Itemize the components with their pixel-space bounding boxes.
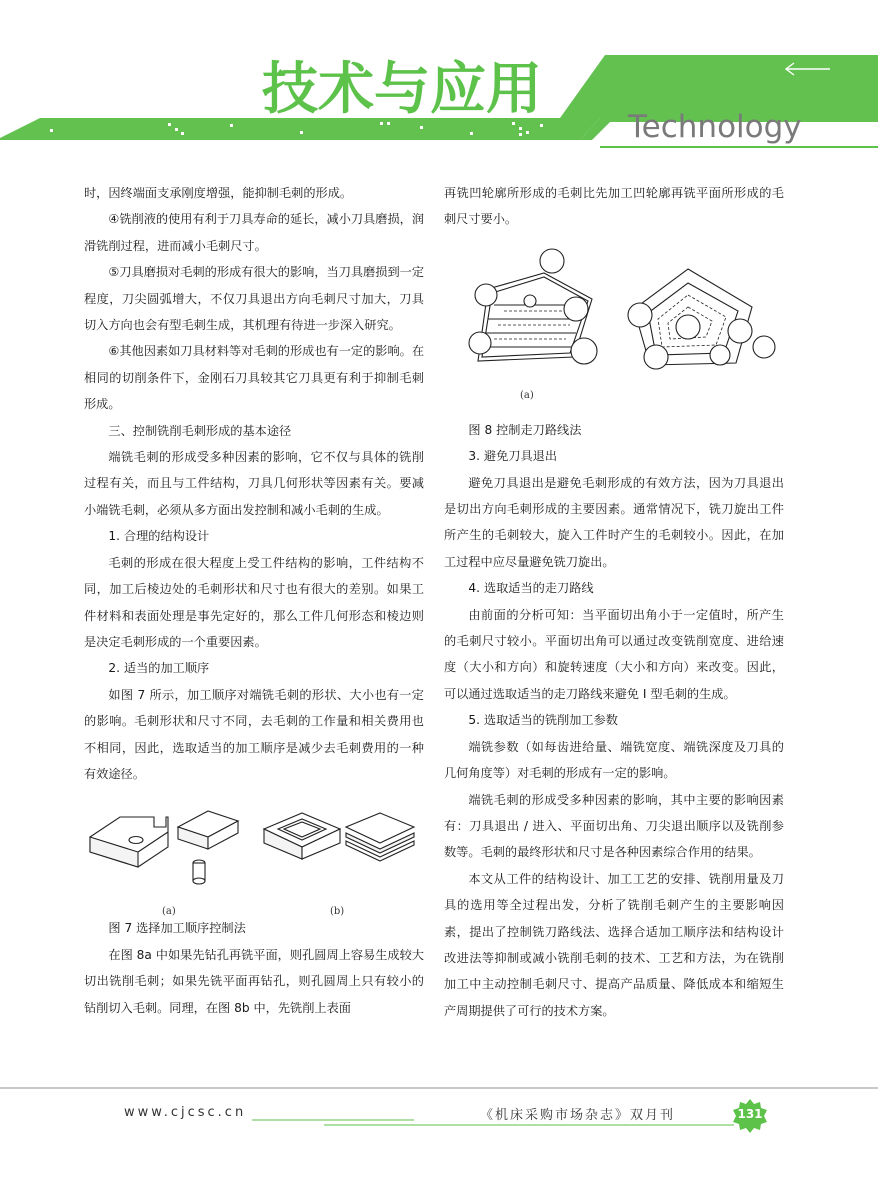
paragraph: 端铣毛刺的形成受多种因素的影响，其中主要的影响因素有：刀具退出 / 进入、平面切出角、刀尖退出顺序以及铣削参数等。毛刺的最终形状和尺寸是各种因素综合作用的结果。 [444, 792, 784, 860]
subsection-heading: 3. 避免刀具退出 [468, 449, 558, 464]
paragraph: 避免刀具退出是避免毛刺形成的有效方法，因为刀具退出是切出方向毛刺形成的主要因素。通常情况下，铣刀旋出工件所产生的毛刺较大，旋入工件时产生的毛刺较小。因此，在加工过程中应尽量避免铣刀旋出。 [444, 475, 784, 569]
figure-7-label-a: (a) [162, 906, 176, 918]
header-banner [0, 0, 878, 160]
right-column [444, 180, 784, 1024]
subsection-heading: 2. 适当的加工顺序 [108, 661, 210, 676]
paragraph: ④铣削液的使用有利于刀具寿命的延长，减小刀具磨损，润滑铣削过程，进而减小毛刺尺寸。 [84, 212, 425, 253]
footer-url[interactable]: www.cjcsc.cn [124, 1105, 247, 1120]
footer-divider [0, 1087, 878, 1089]
subsection-heading: 5. 选取适当的铣削加工参数 [468, 713, 618, 728]
footer-journal-title: 《机床采购市场杂志》双月刊 [480, 1108, 676, 1123]
paragraph: 端铣毛刺的形成受多种因素的影响，它不仅与具体的铣削过程有关，而且与工件结构，刀具几何形状等因素有关。要减小端铣毛刺，必须从多方面出发控制和减小毛刺的生成。 [84, 450, 424, 517]
figure-8-drawing [444, 239, 784, 399]
paragraph: 由前面的分析可知：当平面切出角小于一定值时，所产生的毛刺尺寸较小。平面切出角可以通过改变铣削宽度、进给速度（大小和方向）和旋转速度（大小和方向）来改变。因此，可以通过选取适当的走刀路线来避免 I 型毛刺的生成。 [444, 607, 784, 701]
paragraph: ⑥其他因素如刀具材料等对毛刺的形成也有一定的影响。在相同的切削条件下，金刚石刀具较其它刀具更有利于抑制毛刺形成。 [84, 344, 425, 412]
paragraph: 时，因终端面支承刚度增强，能抑制毛刺的形成。 [84, 186, 353, 200]
paragraph: ⑤刀具磨损对毛刺的形成有很大的影响，当刀具磨损到一定程度，刀尖圆弧增大，不仅刀具退出方向毛刺尺寸加大，刀具切入方向也会有型毛刺生成，其机理有待进一步深入研究。 [84, 265, 425, 333]
figure-7 [84, 787, 424, 918]
section-heading: 三、控制铣削毛刺形成的基本途径 [108, 423, 292, 438]
paragraph: 在图 8a 中如果先钻孔再铣平面，则孔圆周上容易生成较大切出铣削毛刺；如果先铣平面再钻孔，则孔圆周上只有较小的钻削切入毛刺。同理，在图 8b 中，先铣削上表面 [84, 947, 424, 1015]
paragraph: 如图 7 所示，加工顺序对端铣毛刺的形状、大小也有一定的影响。毛刺形状和尺寸不同，去毛刺的工作量和相关费用也不相同，因此，选取适当的加工顺序是减少去毛刺费用的一种有效途径。 [84, 687, 424, 781]
page-header [0, 0, 878, 160]
paragraph: 端铣参数（如每齿进给量、端铣宽度、端铣深度及刀具的几何角度等）对毛刺的形成有一定的影响。 [444, 739, 784, 781]
figure-7-label-b: (b) [330, 906, 345, 918]
header-title-en: Technology [628, 109, 802, 145]
paragraph: 毛刺的形成在很大程度上受工件结构的影响，工件结构不同，加工后棱边处的毛刺形状和尺寸也有很大的差别。如果工件材料和表面处理是事先定好的，那么工件几何形态和棱边则是决定毛刺形成的一个重要因素。 [84, 555, 424, 649]
figure-8-label-a: (a) [520, 389, 534, 401]
figure-8 [444, 233, 784, 417]
subsection-heading: 4. 选取适当的走刀路线 [468, 581, 594, 596]
figure-7-drawing [84, 797, 424, 907]
page-number: 131 [737, 1107, 763, 1121]
header-title-cn: 技术与应用 [262, 57, 542, 122]
paragraph: 再铣凹轮廓所形成的毛刺比先加工凹轮廓再铣平面所形成的毛刺尺寸要小。 [444, 186, 784, 227]
figure-7-caption: 图 7 选择加工顺序控制法 [108, 921, 246, 936]
figure-8-caption: 图 8 控制走刀路线法 [468, 422, 582, 437]
paragraph: 本文从工件的结构设计、加工工艺的安排、铣削用量及刀具的选用等全过程出发，分析了铣削毛刺产生的主要影响因素，提出了控制铣刀路线法、选择合适加工顺序法和结构设计改进法等抑制或减小铣削毛刺的技术、工艺和方法，为在铣削加工中主动控制毛刺尺寸、提高产品质量、降低成本和缩短生产周期提供了可行的技术方案。 [444, 871, 784, 1018]
left-column [84, 180, 424, 1021]
subsection-heading: 1. 合理的结构设计 [108, 529, 210, 544]
